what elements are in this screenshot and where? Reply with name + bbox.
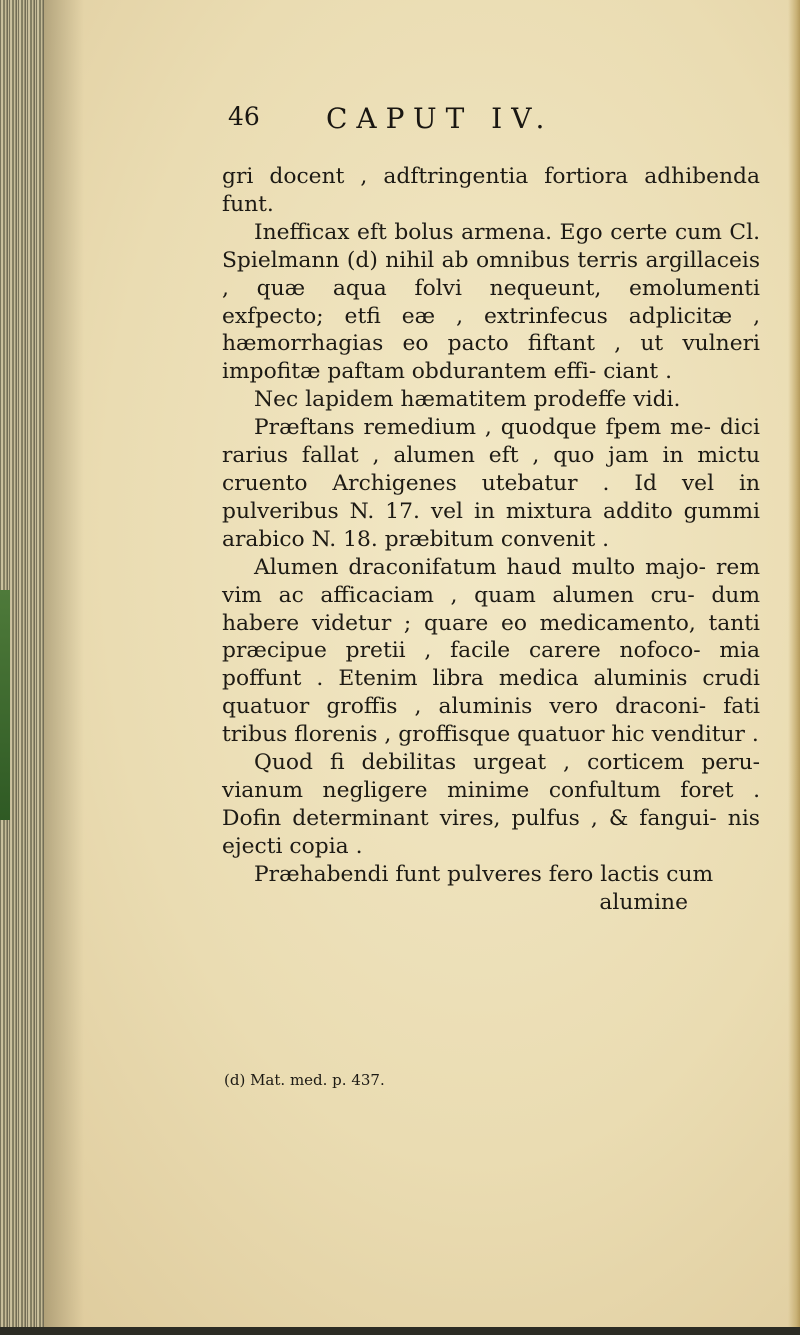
page-bottom-edge (0, 1327, 800, 1335)
paragraph: Inefficax eft bolus armena. Ego certe cum Cl. Spielmann (d) nihil ab omnibus terris argillaceis , quæ aqua folvi nequeunt, emolumenti exfpecto; etfi eæ , extrinfecus adplicitæ , hæmorrhagias eo pacto fiftant , ut vulneri impofitæ paftam obdurantem effi- ciant . (222, 219, 760, 385)
body-text (222, 163, 760, 916)
paragraph: Nec lapidem hæmatitem prodeffe vidi. (254, 387, 681, 413)
running-head: CAPUT IV. (326, 102, 554, 135)
page-number: 46 (228, 102, 260, 131)
footnote: (d) Mat. med. p. 437. (224, 1071, 385, 1089)
catchword: alumine (599, 889, 688, 915)
page-edge (788, 0, 800, 1335)
paragraph: Præhabendi funt pulveres fero lactis cum (254, 861, 714, 887)
paragraph: Quod fi debilitas urgeat , corticem peru- vianum negligere minime confultum foret . Dofin determinant vires, pulfus , & fangui- nis ejecti copia . (222, 750, 760, 859)
page-header (228, 102, 748, 146)
paragraph: Præftans remedium , quodque fpem me- dici rarius fallat , alumen eft , quo jam in mictu cruento Archigenes utebatur . Id vel in pulveribus N. 17. vel in mixtura addito gummi arabico N. 18. præbitum convenit . (222, 415, 760, 552)
binding-tab (0, 590, 10, 820)
paragraph: gri docent , adftringentia fortiora adhibenda funt. (222, 164, 760, 217)
paragraph: Alumen draconifatum haud multo majo- rem vim ac afficaciam , quam alumen cru- dum habere videtur ; quare eo medicamento, tanti præcipue pretii , facile carere nofoco- mia poffunt . Etenim libra medica aluminis crudi quatuor groffis , aluminis vero draconi- fati tribus florenis , groffisque quatuor hic venditur . (222, 554, 760, 748)
gutter-shadow (44, 0, 84, 1335)
